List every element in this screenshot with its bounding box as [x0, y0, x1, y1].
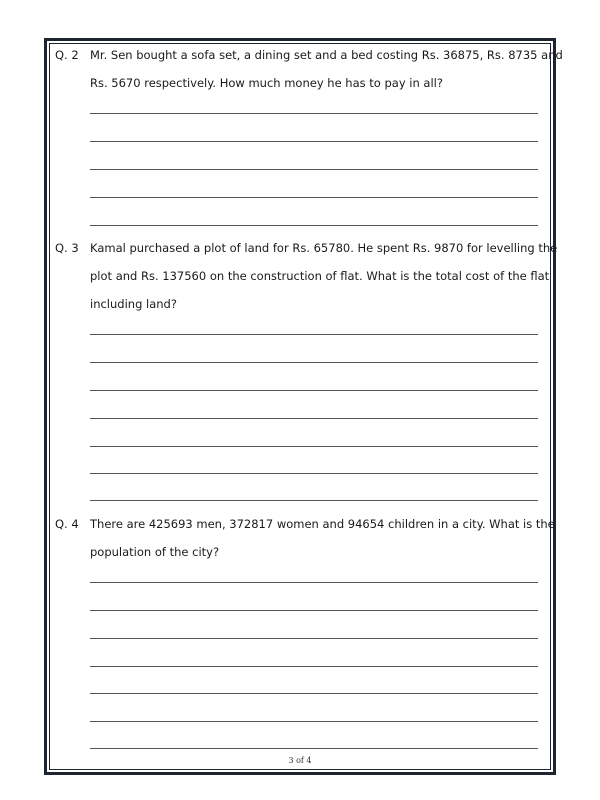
- question-text-line: plot and Rs. 137560 on the construction of flat. What is the total cost of the flat: [90, 269, 550, 283]
- question-text-line: Mr. Sen bought a sofa set, a dining set and a bed costing Rs. 36875, Rs. 8735 and: [90, 48, 563, 62]
- answer-line[interactable]: [90, 169, 538, 170]
- answer-line[interactable]: [90, 141, 538, 142]
- question-text-line: Rs. 5670 respectively. How much money he has to pay in all?: [90, 76, 443, 90]
- answer-line[interactable]: [90, 390, 538, 391]
- answer-line[interactable]: [90, 666, 538, 667]
- question-text-line: population of the city?: [90, 545, 220, 559]
- question-number: Q. 3: [55, 241, 79, 255]
- answer-line[interactable]: [90, 473, 538, 474]
- question-text-line: There are 425693 men, 372817 women and 94654 children in a city. What is the: [90, 517, 555, 531]
- answer-line[interactable]: [90, 446, 538, 447]
- question-text-line: Kamal purchased a plot of land for Rs. 65780. He spent Rs. 9870 for levelling the: [90, 241, 558, 255]
- page-border-inner: [49, 43, 563, 770]
- answer-line[interactable]: [90, 721, 538, 722]
- answer-line[interactable]: [90, 362, 538, 363]
- answer-line[interactable]: [90, 225, 538, 226]
- question-number: Q. 4: [55, 517, 79, 531]
- answer-line[interactable]: [90, 113, 538, 114]
- answer-line[interactable]: [90, 334, 538, 335]
- answer-line[interactable]: [90, 197, 538, 198]
- answer-line[interactable]: [90, 610, 538, 611]
- answer-line[interactable]: [90, 500, 538, 501]
- question-text-line: including land?: [90, 297, 177, 311]
- answer-line[interactable]: [90, 748, 538, 749]
- answer-line[interactable]: [90, 693, 538, 694]
- question-number: Q. 2: [55, 48, 79, 62]
- page-border: [44, 38, 563, 775]
- answer-line[interactable]: [90, 638, 538, 639]
- answer-line[interactable]: [90, 582, 538, 583]
- answer-line[interactable]: [90, 418, 538, 419]
- page-number: 3 of 4: [288, 756, 312, 765]
